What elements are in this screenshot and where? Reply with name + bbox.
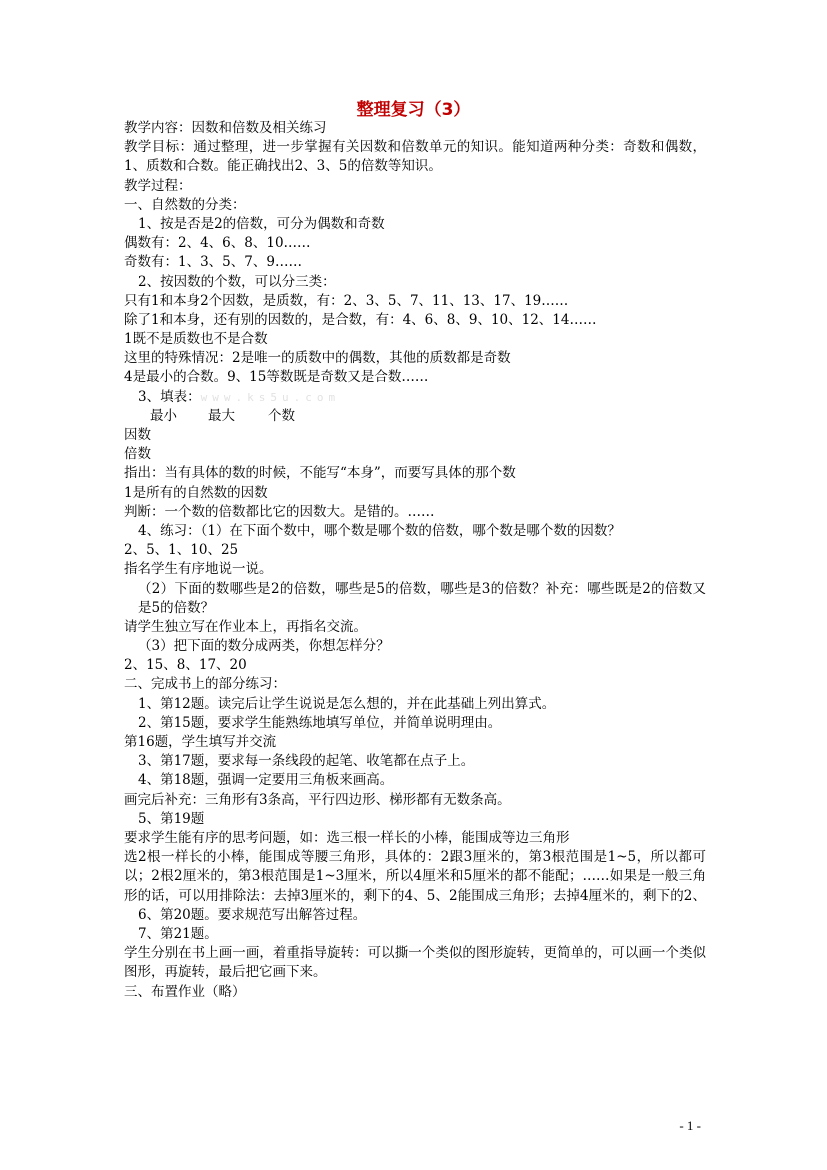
teaching-process-heading: 教学过程：	[124, 177, 192, 194]
book-item-2: 2、第15题，要求学生能熟练地填写单位，并简单说明理由。	[138, 714, 502, 731]
book-item-6: 6、第20题。要求规范写出解答过程。	[138, 906, 367, 923]
special-case: 这里的特殊情况：2是唯一的质数中的偶数，其他的质数都是奇数	[124, 350, 511, 367]
table-header-count: 个数	[268, 407, 295, 424]
book-item-3: 3、第17题，要求每一条线段的起笔、收笔都在点子上。	[138, 753, 475, 770]
smallest-composite: 4是最小的合数。9、15等数既是奇数又是合数……	[124, 369, 429, 386]
numbers-1: 2、5、1、10、25	[124, 542, 239, 559]
book-item-7: 7、第21题。	[138, 925, 218, 942]
supplement: 画完后补充：三角形有3条高，平行四边形、梯形都有无数条高。	[124, 791, 511, 808]
odd-numbers: 奇数有：1、3、5、7、9……	[124, 254, 302, 271]
item-3	[124, 388, 706, 407]
book-item-4: 4、第18题，强调一定要用三角板来画高。	[138, 772, 394, 789]
teaching-content: 教学内容：因数和倍数及相关练习	[124, 120, 327, 136]
table-header-max: 最大	[208, 407, 235, 424]
item-1: 1、按是否是2的倍数，可分为偶数和奇数	[138, 215, 385, 232]
one-factor-note: 1是所有的自然数的因数	[124, 484, 268, 501]
section-3-heading: 三、布置作业（略）	[124, 983, 246, 1000]
page-number: - 1 -	[679, 1118, 701, 1133]
book-item-16: 第16题，学生填写并交流	[124, 734, 277, 751]
teaching-goals: 教学目标：通过整理，进一步掌握有关因数和倍数单元的知识。能知道两种分类：奇数和偶数，1、质数和合数。能正确找出2、3、5的倍数等知识。	[124, 139, 706, 175]
table-row-factor: 因数	[124, 427, 151, 444]
rotation-guidance: 学生分别在书上画一画，着重指导旋转：可以撕一个类似的图形旋转，更简单的，可以画一个类似图形，再旋转，最后把它画下来。	[124, 945, 706, 981]
item-2: 2、按因数的个数，可以分三类：	[138, 273, 336, 290]
composite-numbers: 除了1和本身，还有别的因数的，是合数，有：4、6、8、9、10、12、14……	[124, 311, 597, 328]
section-2-heading: 二、完成书上的部分练习：	[124, 676, 286, 693]
prime-numbers: 只有1和本身2个因数，是质数，有：2、3、5、7、11、13、17、19……	[124, 292, 569, 309]
triangle-explanation: 选2根一样长的小棒，能围成等腰三角形，具体的：2跟3厘米的，第3根范围是1~5，所以都可以；2根2厘米的，第3根范围是1~3厘米，所以4厘米和5厘米的都不能配；……如果是一般三角形的话，可以用排除法：去掉3厘米的，剩下的4、5、2能围成三角形；去掉4厘米的，剩下的2、	[124, 849, 706, 904]
table-header	[124, 407, 706, 426]
requirement: 要求学生能有序的思考问题，如：选三根一样长的小棒，能围成等边三角形	[124, 829, 570, 846]
numbers-2: 2、15、8、17、20	[124, 657, 247, 674]
watermark: www.ks5u.com	[200, 390, 341, 404]
document-title: 整理复习（3）	[356, 100, 471, 120]
instruction-2: 请学生独立写在作业本上，再指名交流。	[124, 618, 367, 635]
judgement: 判断：一个数的倍数都比它的因数大。是错的。……	[124, 503, 435, 520]
table-header-min: 最小	[150, 407, 177, 424]
book-item-5: 5、第19题	[138, 810, 205, 827]
exercise-3: （3）把下面的数分成两类，你想怎样分？	[138, 638, 390, 655]
one-note: 1既不是质数也不是合数	[124, 331, 268, 348]
fill-table-label: 3、填表：	[138, 388, 201, 405]
even-numbers: 偶数有：2、4、6、8、10……	[124, 235, 311, 252]
note: 指出：当有具体的数的时候，不能写“本身”，而要写具体的那个数	[124, 465, 516, 482]
section-1-heading: 一、自然数的分类：	[124, 196, 246, 213]
book-item-1: 1、第12题。读完后让学生说说是怎么想的，并在此基础上列出算式。	[138, 695, 556, 712]
exercise-2: （2）下面的数哪些是2的倍数，哪些是5的倍数，哪些是3的倍数？补充：哪些既是2的倍数又是5的倍数？	[138, 580, 706, 616]
document-body	[124, 119, 706, 1002]
table-row-multiple: 倍数	[124, 446, 151, 463]
item-4: 4、练习：（1）在下面个数中，哪个数是哪个数的倍数，哪个数是哪个数的因数？	[138, 522, 621, 539]
instruction-1: 指名学生有序地说一说。	[124, 561, 273, 578]
